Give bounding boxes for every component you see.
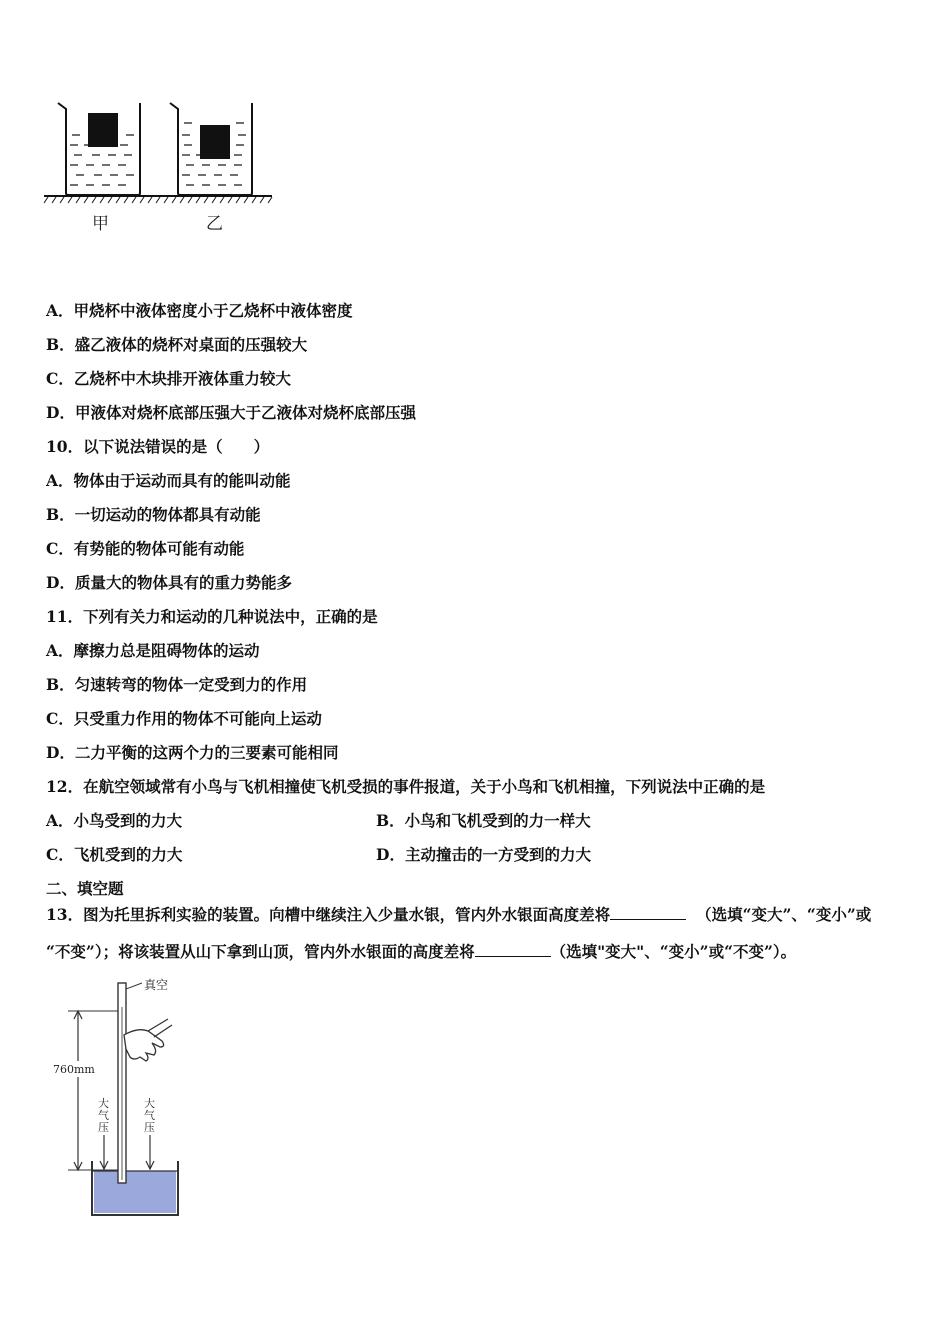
beaker-right <box>170 103 252 195</box>
q11-option-a: A．摩擦力总是阻碍物体的运动 <box>46 641 260 660</box>
q12-option-b: B．小鸟和飞机受到的力一样大 <box>376 811 591 830</box>
label-vacuum: 真空 <box>144 978 169 992</box>
q11-option-d: D．二力平衡的这两个力的三要素可能相同 <box>46 743 339 762</box>
q12-option-c: C．飞机受到的力大 <box>46 845 183 864</box>
q11-stem: 11．下列有关力和运动的几种说法中，正确的是 <box>46 607 378 626</box>
q9-option-c: C．乙烧杯中木块排开液体重力较大 <box>46 369 291 388</box>
label-pressure-right: 大气压 <box>144 1097 155 1134</box>
q10-option-a: A．物体由于运动而具有的能叫动能 <box>46 471 291 490</box>
q9-option-a: A．甲烧杯中液体密度小于乙烧杯中液体密度 <box>46 301 353 320</box>
q9-option-d: D．甲液体对烧杯底部压强大于乙液体对烧杯底部压强 <box>46 403 416 422</box>
torricelli-figure <box>50 975 220 1225</box>
q13-line1 <box>46 905 871 925</box>
q13-blank-2[interactable] <box>475 942 551 957</box>
q12-option-a: A．小鸟受到的力大 <box>46 811 183 830</box>
label-yi: 乙 <box>206 214 223 234</box>
q13-line1-hint: （选填“变大”、“变小”或 <box>696 905 872 924</box>
q12-stem: 12．在航空领域常有小鸟与飞机相撞使飞机受损的事件报道，关于小鸟和飞机相撞，下列说法中正确的是 <box>46 777 766 796</box>
q13-blank-1[interactable] <box>610 905 686 920</box>
q11-option-b: B．匀速转弯的物体一定受到力的作用 <box>46 675 308 694</box>
q10-option-c: C．有势能的物体可能有动能 <box>46 539 245 558</box>
q13-line2-hint: （选填"变大"、“变小”或“不变”）。 <box>550 942 797 961</box>
label-jia: 甲 <box>92 214 109 234</box>
beakers-figure <box>40 95 280 240</box>
beaker-left <box>58 103 140 195</box>
q10-option-d: D．质量大的物体具有的重力势能多 <box>46 573 292 592</box>
mercury-trough <box>94 1171 176 1213</box>
q13-line2 <box>46 942 796 962</box>
q10-option-b: B．一切运动的物体都具有动能 <box>46 505 261 524</box>
label-pressure-left: 大气压 <box>98 1097 109 1134</box>
label-760mm: 760mm <box>53 1063 95 1076</box>
section-title: 二、填空题 <box>46 879 124 898</box>
q13-line2-text: “不变”）；将该装置从山下拿到山顶，管内外水银面的高度差将 <box>46 942 475 961</box>
q11-option-c: C．只受重力作用的物体不可能向上运动 <box>46 709 322 728</box>
q13-line1-text: 13．图为托里拆利实验的装置。向槽中继续注入少量水银，管内外水银面高度差将 <box>46 905 611 924</box>
q10-stem: 10．以下说法错误的是（ ） <box>46 437 270 456</box>
q12-option-d: D．主动撞击的一方受到的力大 <box>376 845 591 864</box>
q9-option-b: B．盛乙液体的烧杯对桌面的压强较大 <box>46 335 308 354</box>
